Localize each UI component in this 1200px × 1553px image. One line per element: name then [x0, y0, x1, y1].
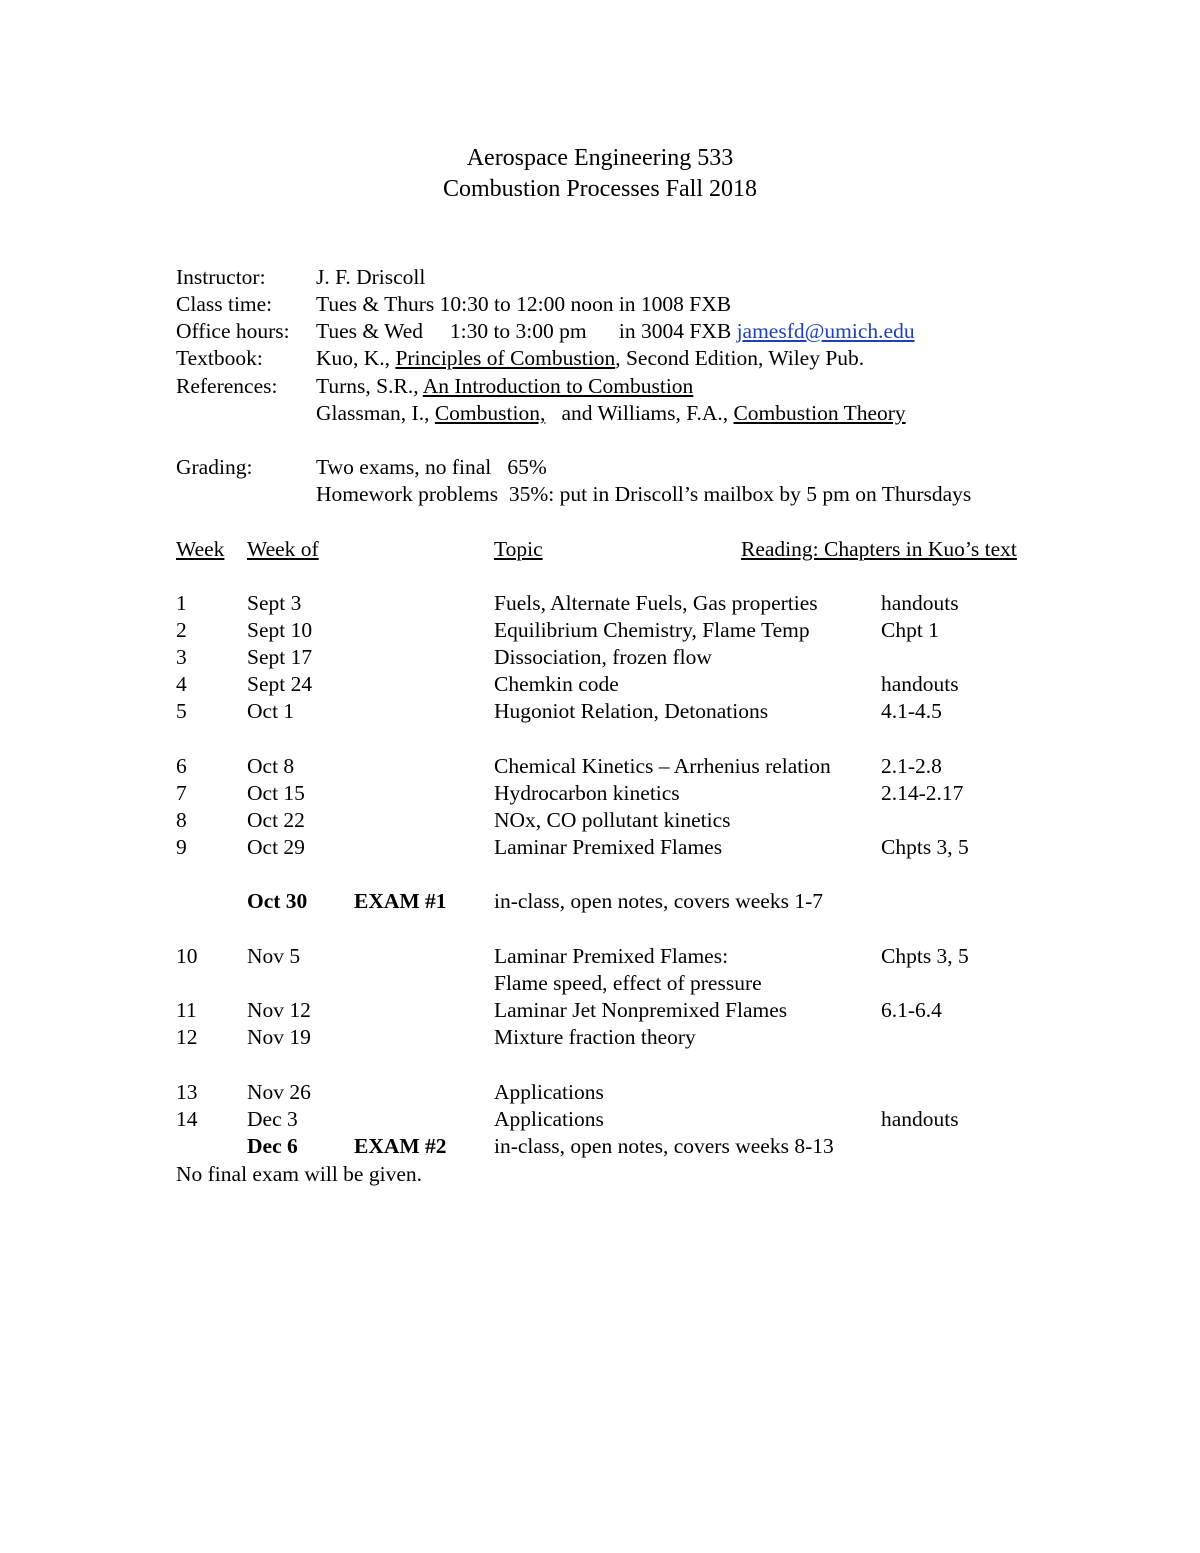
- schedule-reading-cell: handouts: [881, 591, 959, 615]
- schedule-topic-cell: in-class, open notes, covers weeks 8-13: [494, 1134, 834, 1158]
- schedule-reading-cell: 6.1-6.4: [881, 998, 942, 1022]
- schedule-reading-cell: Chpts 3, 5: [881, 835, 969, 859]
- header-week-of: Week of: [247, 537, 319, 561]
- schedule-date-cell: Oct 15: [247, 781, 305, 805]
- schedule-reading-cell: Chpts 3, 5: [881, 944, 969, 968]
- textbook-line: [316, 345, 864, 372]
- schedule-reading-cell: 2.1-2.8: [881, 754, 942, 778]
- schedule-week-cell: 1: [176, 591, 187, 615]
- schedule-week-cell: 13: [176, 1080, 198, 1104]
- references-label: References:: [176, 374, 278, 398]
- textbook-title: Principles of Combustion: [395, 346, 616, 370]
- class-time-label: Class time:: [176, 292, 273, 316]
- schedule-topic-cell: Hydrocarbon kinetics: [494, 781, 680, 805]
- schedule-reading-cell: 2.14-2.17: [881, 781, 964, 805]
- header-week: Week: [176, 537, 225, 561]
- schedule-topic-cell: Chemkin code: [494, 672, 619, 696]
- schedule-topic-cell: Dissociation, frozen flow: [494, 645, 712, 669]
- schedule-week-cell: 14: [176, 1107, 198, 1131]
- schedule-topic-cell: Laminar Jet Nonpremixed Flames: [494, 998, 788, 1022]
- course-title: Aerospace Engineering 533: [466, 145, 734, 171]
- instructor-label: Instructor:: [176, 265, 266, 289]
- reference-2: [316, 400, 906, 427]
- reference-3-title: Combustion Theory: [733, 401, 906, 425]
- office-hours-label: Office hours:: [176, 319, 290, 343]
- schedule-week-cell: 6: [176, 754, 187, 778]
- reference-2-mid: and Williams, F.A.,: [545, 401, 734, 425]
- schedule-topic-cell: Fuels, Alternate Fuels, Gas properties: [494, 591, 818, 615]
- schedule-date-cell: Oct 29: [247, 835, 305, 859]
- email-link[interactable]: jamesfd@umich.edu: [736, 319, 915, 343]
- schedule-topic-cell: Hugoniot Relation, Detonations: [494, 699, 769, 723]
- schedule-week-cell: 10: [176, 944, 198, 968]
- schedule-topic-cell: Mixture fraction theory: [494, 1025, 696, 1049]
- schedule-date-cell: Dec 6: [247, 1134, 298, 1158]
- schedule-week-cell: 11: [176, 998, 197, 1022]
- schedule-topic-cell: Flame speed, effect of pressure: [494, 971, 762, 995]
- schedule-date-cell: Oct 22: [247, 808, 305, 832]
- reference-1: [316, 373, 693, 400]
- schedule-topic-cell: Applications: [494, 1107, 604, 1131]
- schedule-exam-cell: EXAM #2: [354, 1134, 447, 1158]
- grading-label: Grading:: [176, 455, 253, 479]
- grading-line-2: Homework problems 35%: put in Driscoll’s mailbox by 5 pm on Thursdays: [316, 482, 972, 506]
- reference-2-author: Glassman, I.,: [316, 401, 435, 425]
- schedule-reading-cell: handouts: [881, 1107, 959, 1131]
- schedule-week-cell: 2: [176, 618, 187, 642]
- schedule-date-cell: Sept 10: [247, 618, 313, 642]
- schedule-topic-cell: Applications: [494, 1080, 604, 1104]
- header-topic: Topic: [494, 537, 543, 561]
- schedule-topic-cell: in-class, open notes, covers weeks 1-7: [494, 889, 823, 913]
- schedule-topic-cell: Chemical Kinetics – Arrhenius relation: [494, 754, 831, 778]
- schedule-date-cell: Oct 8: [247, 754, 295, 778]
- schedule-date-cell: Dec 3: [247, 1107, 298, 1131]
- header-reading: Reading: Chapters in Kuo’s text: [741, 537, 1017, 561]
- schedule-reading-cell: 4.1-4.5: [881, 699, 942, 723]
- schedule-date-cell: Oct 1: [247, 699, 295, 723]
- schedule-date-cell: Sept 3: [247, 591, 302, 615]
- schedule-reading-cell: handouts: [881, 672, 959, 696]
- schedule-date-cell: Nov 19: [247, 1025, 311, 1049]
- schedule-week-cell: 5: [176, 699, 187, 723]
- schedule-reading-cell: Chpt 1: [881, 618, 939, 642]
- schedule-date-cell: Nov 5: [247, 944, 301, 968]
- schedule-week-cell: 8: [176, 808, 187, 832]
- textbook-label: Textbook:: [176, 346, 263, 370]
- schedule-exam-cell: EXAM #1: [354, 889, 447, 913]
- schedule-topic-cell: NOx, CO pollutant kinetics: [494, 808, 731, 832]
- schedule-week-cell: 4: [176, 672, 187, 696]
- schedule-date-cell: Sept 24: [247, 672, 313, 696]
- schedule-topic-cell: Laminar Premixed Flames: [494, 835, 723, 859]
- schedule-topic-cell: Equilibrium Chemistry, Flame Temp: [494, 618, 810, 642]
- reference-1-title: An Introduction to Combustion: [422, 374, 694, 398]
- schedule-week-cell: 3: [176, 645, 187, 669]
- schedule-date-cell: Sept 17: [247, 645, 313, 669]
- schedule-date-cell: Nov 26: [247, 1080, 311, 1104]
- schedule-date-cell: Oct 30: [247, 889, 308, 913]
- schedule-topic-cell: Laminar Premixed Flames:: [494, 944, 729, 968]
- schedule-week-cell: 9: [176, 835, 187, 859]
- instructor-value: J. F. Driscoll: [316, 265, 426, 289]
- schedule-week-cell: 12: [176, 1025, 198, 1049]
- reference-1-author: Turns, S.R.,: [316, 374, 423, 398]
- class-time-value: Tues & Thurs 10:30 to 12:00 noon in 1008 FXB: [316, 292, 732, 316]
- office-hours-line: [316, 318, 915, 345]
- schedule-week-cell: 7: [176, 781, 187, 805]
- textbook-rest: , Second Edition, Wiley Pub.: [615, 346, 865, 370]
- reference-2-title: Combustion,: [434, 401, 546, 425]
- course-subtitle: Combustion Processes Fall 2018: [442, 176, 757, 202]
- schedule-date-cell: Nov 12: [247, 998, 311, 1022]
- footer-note: No final exam will be given.: [176, 1162, 422, 1186]
- grading-line-1: Two exams, no final 65%: [316, 455, 547, 479]
- textbook-author: Kuo, K.,: [316, 346, 396, 370]
- office-hours-value: Tues & Wed 1:30 to 3:00 pm in 3004 FXB: [316, 319, 737, 343]
